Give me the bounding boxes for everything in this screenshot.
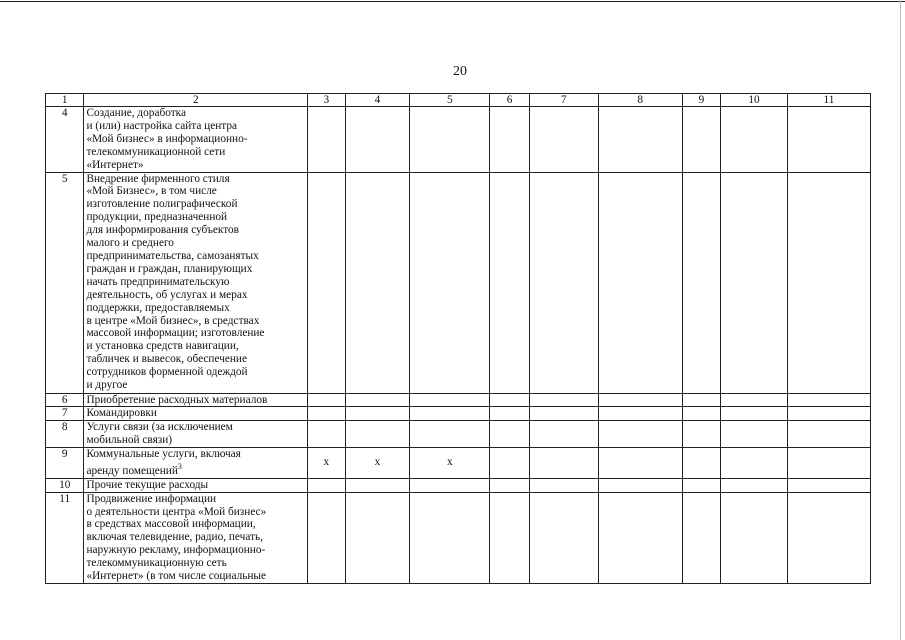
cell-col-8 <box>598 492 682 583</box>
expense-text: Услуги связи (за исключением мобильной связи) <box>86 421 233 447</box>
row-number: 7 <box>46 407 84 421</box>
column-number-10: 10 <box>721 94 788 107</box>
column-number-2: 2 <box>84 94 308 107</box>
cell-col-10 <box>721 492 788 583</box>
row-number: 8 <box>46 421 84 448</box>
cell-col-8 <box>598 393 682 407</box>
expense-text: Командировки <box>86 407 157 420</box>
cell-col-4 <box>345 172 410 393</box>
cell-col-4 <box>345 107 410 173</box>
cell-col-4 <box>345 393 410 407</box>
table-row <box>46 421 871 448</box>
column-number-11: 11 <box>787 94 870 107</box>
footnote-mark: 3 <box>177 462 182 472</box>
cell-col-5 <box>410 107 490 173</box>
cell-col-10 <box>721 421 788 448</box>
column-number-1: 1 <box>46 94 84 107</box>
cell-col-9 <box>682 492 720 583</box>
cell-col-6 <box>490 107 529 173</box>
cell-col-3 <box>308 172 345 393</box>
cell-col-5 <box>410 478 490 492</box>
cell-col-10 <box>721 172 788 393</box>
expense-description <box>84 407 308 421</box>
table-row <box>46 407 871 421</box>
cell-col-7 <box>529 407 598 421</box>
column-number-5: 5 <box>410 94 490 107</box>
page-number: 20 <box>453 64 467 79</box>
cell-col-6 <box>490 393 529 407</box>
budget-table <box>45 93 871 584</box>
expense-text: Приобретение расходных материалов <box>86 393 268 406</box>
cell-col-8 <box>598 107 682 173</box>
column-number-8: 8 <box>598 94 682 107</box>
cell-col-9 <box>682 172 720 393</box>
cell-col-7 <box>529 421 598 448</box>
row-number: 6 <box>46 393 84 407</box>
expense-description <box>84 107 308 173</box>
row-number: 9 <box>46 448 84 479</box>
cell-col-8 <box>598 478 682 492</box>
table-row <box>46 172 871 393</box>
table-row <box>46 107 871 173</box>
column-number-3: 3 <box>308 94 345 107</box>
cell-col-10 <box>721 407 788 421</box>
cell-col-6 <box>490 492 529 583</box>
cell-col-8 <box>598 421 682 448</box>
expense-text: Коммунальные услуги, включая аренду помещений <box>86 448 241 477</box>
expense-description <box>84 393 308 407</box>
column-number-7: 7 <box>529 94 598 107</box>
cell-col-10 <box>721 448 788 479</box>
expense-description <box>84 492 308 583</box>
cell-col-11 <box>787 172 870 393</box>
page-top-border <box>0 1 905 2</box>
table-row <box>46 448 871 479</box>
cell-col-5 <box>410 421 490 448</box>
row-number: 10 <box>46 478 84 492</box>
cell-col-4 <box>345 421 410 448</box>
cell-col-11 <box>787 393 870 407</box>
cell-col-3: x <box>308 448 345 479</box>
cell-col-6 <box>490 448 529 479</box>
cell-col-11 <box>787 107 870 173</box>
cell-col-3 <box>308 478 345 492</box>
cell-col-11 <box>787 448 870 479</box>
cell-col-4 <box>345 478 410 492</box>
cell-col-9 <box>682 448 720 479</box>
cell-col-6 <box>490 478 529 492</box>
cell-col-7 <box>529 448 598 479</box>
cell-col-10 <box>721 478 788 492</box>
table-body <box>46 94 871 584</box>
row-number: 5 <box>46 172 84 393</box>
cell-col-7 <box>529 492 598 583</box>
cell-col-6 <box>490 172 529 393</box>
table-row <box>46 478 871 492</box>
cell-col-6 <box>490 421 529 448</box>
row-number: 4 <box>46 107 84 173</box>
column-number-4: 4 <box>345 94 410 107</box>
cell-col-9 <box>682 107 720 173</box>
cell-col-7 <box>529 107 598 173</box>
table-header-row <box>46 94 871 107</box>
cell-col-5 <box>410 172 490 393</box>
cell-col-3 <box>308 421 345 448</box>
cell-col-4 <box>345 492 410 583</box>
cell-col-9 <box>682 393 720 407</box>
cell-col-9 <box>682 421 720 448</box>
cell-col-7 <box>529 172 598 393</box>
cell-col-8 <box>598 448 682 479</box>
cell-col-5 <box>410 492 490 583</box>
cell-col-9 <box>682 407 720 421</box>
page-right-edge <box>900 0 901 640</box>
expense-text: Прочие текущие расходы <box>86 478 209 491</box>
expense-text: Продвижение информации о деятельности центра «Мой бизнес» в средствах массовой информации, включая телевидение, радио, печать, наружную рекламу, информационно- телекоммуникационную сеть «Интернет» (в том числе социальные <box>86 492 267 583</box>
expense-text: Внедрение фирменного стиля «Мой Бизнес», в том числе изготовление полиграфической продукции, предназначенной для информирования субъектов малого и среднего предпринимательства, самозанятых граждан и граждан, планирующих начать предпринимательскую деятельность, об услугах и мерах поддержки, предоставляемых в центре «Мой бизнес», в средствах массовой информации; изготовление и установка средств навигации, табличек и вывесок, обеспечение сотрудников форменной одеждой и другое <box>86 172 265 392</box>
cell-col-11 <box>787 492 870 583</box>
table-row <box>46 393 871 407</box>
cell-col-3 <box>308 407 345 421</box>
cell-col-3 <box>308 393 345 407</box>
expense-description <box>84 421 308 448</box>
cell-col-7 <box>529 478 598 492</box>
cell-col-8 <box>598 407 682 421</box>
column-number-6: 6 <box>490 94 529 107</box>
cell-col-11 <box>787 407 870 421</box>
cell-col-8 <box>598 172 682 393</box>
cell-col-11 <box>787 421 870 448</box>
cell-col-5: x <box>410 448 490 479</box>
cell-col-10 <box>721 107 788 173</box>
cell-col-3 <box>308 107 345 173</box>
cell-col-5 <box>410 407 490 421</box>
expense-description <box>84 478 308 492</box>
cell-col-3 <box>308 492 345 583</box>
cell-col-9 <box>682 478 720 492</box>
column-number-9: 9 <box>682 94 720 107</box>
cell-col-4 <box>345 407 410 421</box>
cell-col-5 <box>410 393 490 407</box>
cell-col-7 <box>529 393 598 407</box>
table-row <box>46 492 871 583</box>
cell-col-6 <box>490 407 529 421</box>
expense-description <box>84 448 308 479</box>
expense-text: Создание, доработка и (или) настройка сайта центра «Мой бизнес» в информационно- телекоммуникационной сети «Интернет» <box>86 107 248 171</box>
cell-col-4: x <box>345 448 410 479</box>
expense-description <box>84 172 308 393</box>
cell-col-10 <box>721 393 788 407</box>
row-number: 11 <box>46 492 84 583</box>
cell-col-11 <box>787 478 870 492</box>
